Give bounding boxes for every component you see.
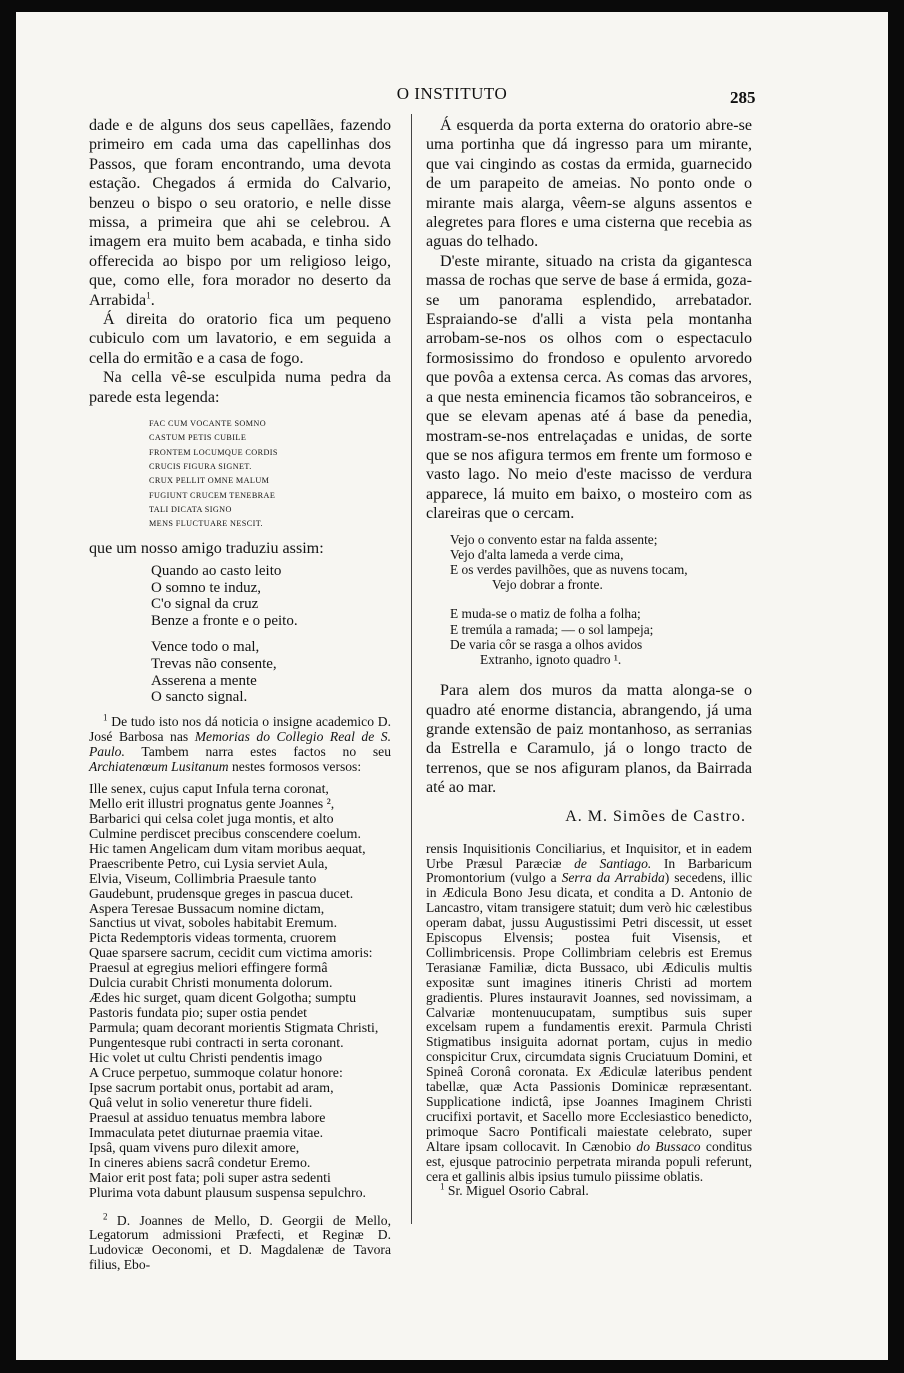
latin-line: Maior erit post fata; poli super astra sedenti: [89, 1170, 331, 1186]
right-paragraph-2: D'este mirante, situado na crista da gigantesca massa de rochas que serve de base á ermida, goza-se um panorama esplendido, arrebatador. Espraiando-se d'alli a vista pela montanha arrobam-se-nos os olhos com o espectaculo formosissimo do frondoso e opulento arvoredo que povôa a extensa cerca. As comas das arvores, a que nesta eminencia ficamos tão sobranceiros, e que se elevam apenas até á base da penedia, mostram-se-nos entrelaçadas e unidas, de sorte que se nos afigura termos em frente um formoso e vasto lago. No meio d'este macisso de verdura apparece, lá muito em baixo, o mosteiro com as clareiras que o cercam.: [426, 252, 752, 523]
left-paragraph-1: dade e de alguns dos seus capellães, fazendo primeiro em cada uma das capellinhas dos Passos, que foram encontrando, uma devota estação. Chegados á ermida do Calvario, benzeu o bispo o seu oratorio, e nelle disse missa, a primeira que ahi se celebrou. A imagem era muito bem acabada, e tinha sido offerecida ao bispo por um religioso leigo, que, como elle, fora morador no deserto da Arrabida$^1$.: [89, 117, 391, 309]
right-verse: [450, 532, 752, 668]
latin-line: Sanctius ut vivat, soboles habitabit Eremum.: [89, 916, 338, 932]
inscription-line: FAC CUM VOCANTE SOMNO: [149, 419, 267, 429]
verse-line: E tremúla a ramada; — o sol lampeja;: [450, 621, 654, 637]
latin-line: Pungentesque rubi contracti in serta coronant.: [89, 1036, 344, 1052]
latin-line: A Cruce perpetuo, summoque colatur honore:: [89, 1065, 343, 1081]
verse-line: Vejo dobrar a fronte.: [492, 577, 603, 593]
left-paragraph-3: Na cella vê-se esculpida numa pedra da parede esta legenda:: [89, 369, 391, 406]
latin-line: Immaculata petet diuturnae praemia vitae.: [89, 1125, 324, 1141]
right-paragraph-1: Á esquerda da porta externa do oratorio abre-se uma portinha que dá ingresso para um mirante, que vai cingindo as costas da ermida, guarnecido de um parapeito de ameias. No ponto onde o mirante mais alarga, vêem-se alguns assentos e alegretes para flores e uma cisterna que recebia as aguas do telhado.: [426, 117, 752, 251]
running-title: O INSTITUTO: [396, 84, 508, 103]
right-verse-stanza-1: [450, 532, 752, 593]
inscription-line: CASTUM PETIS CUBILE: [149, 433, 247, 443]
inscription-line: MENS FLUCTUARE NESCIT.: [149, 519, 263, 529]
verse-line: De varia côr se rasga a olhos avidos: [450, 636, 643, 652]
latin-line: Mello erit illustri prognatus gente Joannes ²,: [89, 796, 335, 812]
verse-line: Asserena a mente: [151, 672, 257, 689]
page: [16, 12, 888, 1360]
latin-line: Ille senex, cujus caput Infula terna coronat,: [89, 781, 329, 797]
left-paragraph-2: Á direita do oratorio fica um pequeno cubiculo com um lavatorio, e em seguida a cella do ermitão e a casa de fogo.: [89, 311, 391, 367]
latin-line: Ædes hic surget, quam dicent Golgotha; sumptu: [89, 991, 357, 1007]
latin-line: Elvia, Viseum, Collimbria Praesule tanto: [89, 871, 317, 887]
left-column: [89, 116, 391, 1273]
inscription-line: CRUCIS FIGURA SIGNET.: [149, 461, 252, 471]
author-signature: A. M. Simões de Castro.: [565, 807, 746, 825]
verse-line: Trevas não consente,: [151, 655, 277, 672]
latin-line: Praescribente Petro, cui Lysia serviet Aula,: [89, 856, 328, 872]
left-paragraph-4: que um nosso amigo traduziu assim:: [89, 540, 324, 558]
verse-stanza-1: [151, 563, 391, 630]
latin-line: Ipsâ, quam vivens puro dilexit amore,: [89, 1140, 300, 1156]
latin-line: Pastoris fundata pio; super ostia pendet: [89, 1006, 307, 1022]
latin-line: Aspera Teresae Bussacum nomine dictam,: [89, 901, 325, 917]
latin-line: In cineres abiens sacrâ condetur Eremo.: [89, 1155, 311, 1171]
translation-verse: [151, 563, 391, 706]
verse-line: Extranho, ignoto quadro ¹.: [480, 651, 622, 667]
latin-line: Hic tamen Angelicam dum vitam moribus aequat,: [89, 841, 366, 857]
latin-line: Dulcia curabit Christi monumenta dolorum.: [89, 976, 333, 992]
right-column: [426, 116, 752, 1199]
latin-line: Plurima vota dabunt plausum suspensa sepulchro.: [89, 1185, 366, 1201]
latin-line: Ipse sacrum portabit onus, portabit ad aram,: [89, 1080, 334, 1096]
inscription-line: CRUX PELLIT OMNE MALUM: [149, 476, 270, 486]
page-number: 285: [730, 88, 756, 107]
footnote-2: $^2$ D. Joannes de Mello, D. Georgii de Mello, Legatorum admissioni Præfecti, et Reginæ D. Ludovicæ Oeconomi, et D. Magdalenæ de Tavora filius, Ebo-: [89, 1211, 391, 1273]
right-paragraph-3: Para alem dos muros da matta alonga-se o quadro até enorme distancia, abrangendo, já uma grande extensão de paiz montanhoso, as serranias da Estrella e Caramulo, já o longo tracto de terrenos, que se nos afiguram planos, da Bairrada até ao mar.: [426, 682, 752, 797]
latin-line: Praesul at assiduo tenuatus membra labore: [89, 1110, 326, 1126]
latin-line: Quâ velut in solio veneretur thure fideli.: [89, 1095, 313, 1111]
right-verse-stanza-2: [450, 606, 752, 667]
verse-line: Vejo d'alta lameda a verde cima,: [450, 546, 624, 562]
verse-line: O somno te induz,: [151, 579, 261, 596]
latin-line: Praesul at egregius meliori effingere formâ: [89, 961, 328, 977]
footnote-right-1: $^1$ Sr. Miguel Osorio Cabral.: [440, 1181, 589, 1199]
verse-stanza-2: [151, 639, 391, 706]
latin-line: Barbarici qui celsa colet juga montis, et alto: [89, 811, 334, 827]
latin-poem: [89, 783, 391, 1202]
verse-line: E os verdes pavilhões, que as nuvens tocam,: [450, 561, 688, 577]
stone-inscription: [149, 417, 391, 531]
column-divider: [411, 114, 412, 1224]
latin-line: Hic volet ut cultu Christi pendentis imago: [89, 1051, 323, 1067]
inscription-line: FUGIUNT CRUCEM TENEBRAE: [149, 490, 276, 500]
footnote-1: $^1$ De tudo isto nos dá noticia o insigne academico D. José Barbosa nas Memorias do Collegio Real de S. Paulo. Tambem narra estes factos no seu Archiatenœum Lusitanum nestes formosos versos:: [89, 712, 391, 774]
inscription-line: FRONTEM LOCUMQUE CORDIS: [149, 447, 278, 457]
latin-line: Picta Redemptoris videas tormenta, cruorem: [89, 931, 337, 947]
latin-line: Gaudebunt, prudensque greges in pascua ducet.: [89, 886, 354, 902]
verse-line: Vejo o convento estar na falda assente;: [450, 531, 658, 547]
verse-line: C'o signal da cruz: [151, 596, 259, 613]
inscription-line: TALI DICATA SIGNO: [149, 504, 232, 514]
latin-line: Culmine perdiscet precibus conscendere coelum.: [89, 826, 361, 842]
footnote-2-continued: rensis Inquisitionis Conciliarius, et Inquisitor, et in eadem Urbe Præsul Paræciæ de Santiago. In Barbaricum Promontorium (vulgo a Serra da Arrabida) secedens, illic in Ædicula Bono Jesu dicata, et condita a D. Antonio de Lancastro, vitam transigere statuit; dum verò hic cælestibus operam dabat, jussu Augustissimi Petri discessit, ut esset Episcopus Elvensis; postea fuit Visensis, et Collimbricensis. Prope Collimbriam celebris est Eremus Terasianæ Familiæ, dicta Bussaco, ubi Ædiculis multis expositæ sunt imagines itineris Christi ad mortem gradientis. Plures instauravit Joannes, sed novissimam, a Calvariæ montenuucupatam, sumptibus suis super excelsam rupem a fundamentis erexit. Parmula Christi Stigmatibus insiguita adornat portam, cujus in medio conspicitur Crux, circumdata signis Cruciatuum Domini, et Spineâ Coronâ coronata. Ex Ædiculæ lateribus pendent tabellæ, quæ Acta Passionis Dominicæ repræsentant. Supplicatione indictâ, ipse Joannes Imaginem Christi crucifixi portavit, et Sacello more Ecclesiastico benedicto, primoque Sacro Pontificali maiestate celebrato, super Altare ipsam collocavit. In Cænobio do Bussaco conditus est, ejusque patrocinio perpetrata miranda populi referunt, cera et gallinis albis ipsius tumulo piissime oblatis.: [426, 840, 752, 1184]
verse-line: E muda-se o matiz de folha a folha;: [450, 606, 641, 622]
footnote-ref-1[interactable]: 1: [146, 290, 151, 301]
verse-line: O sancto signal.: [151, 689, 248, 706]
latin-line: Quae sparsere sacrum, cecidit cum victima amoris:: [89, 946, 373, 962]
verse-line: Benze a fronte e o peito.: [151, 613, 298, 630]
verse-line: Quando ao casto leito: [151, 562, 282, 579]
verse-line: Vence todo o mal,: [151, 639, 260, 656]
latin-line: Parmula; quam decorant morientis Stigmata Christi,: [89, 1021, 379, 1037]
